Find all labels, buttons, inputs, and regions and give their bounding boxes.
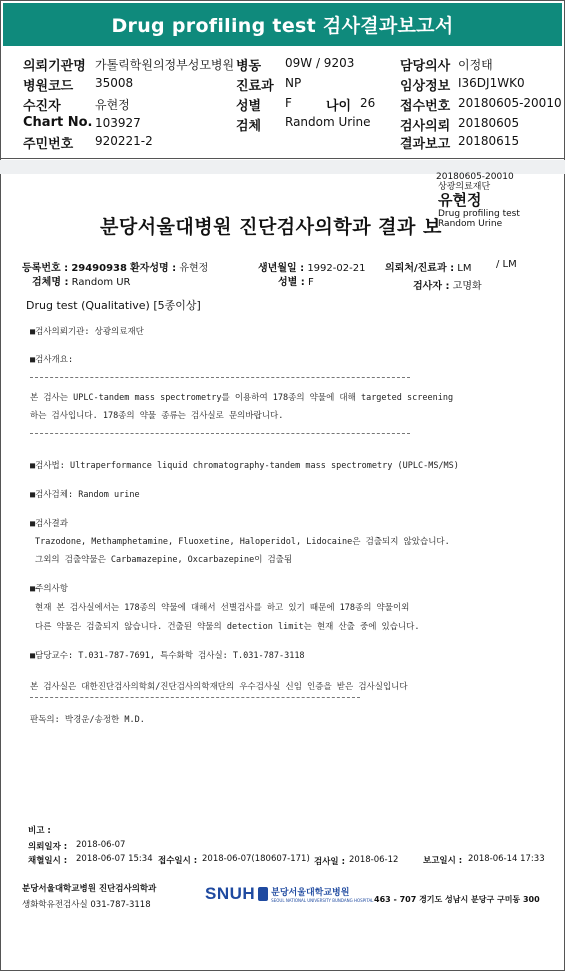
overview-divider-top <box>30 377 410 378</box>
value-reg-no: 29490938 <box>71 263 127 274</box>
caution-heading: ■주의사항 <box>30 584 68 594</box>
value-request-date: 2018-06-07 <box>76 840 126 850</box>
value-test-date: 2018-06-12 <box>349 855 399 865</box>
label-patient-name: 환자성명 : <box>130 263 177 274</box>
value-ward: 09W / 9203 <box>285 56 355 70</box>
value-patient: 유현정 <box>95 98 130 112</box>
label-test-request: 검사의뢰 <box>400 119 451 134</box>
header-divider <box>0 158 565 159</box>
label-sex: 성별 <box>236 99 262 114</box>
stamp-institution: 상광의료재단 <box>438 182 491 192</box>
value-sex: F <box>285 96 292 110</box>
label-patient: 수진자 <box>23 99 61 114</box>
value-doctor: 이정태 <box>458 58 493 72</box>
value-age: 26 <box>360 96 376 110</box>
label-receipt-no: 접수번호 <box>400 99 451 114</box>
value-receipt-no: 20180605-20010 <box>458 96 562 110</box>
snuh-logo <box>205 884 373 904</box>
label-chart-no: Chart No. <box>23 115 93 130</box>
label-department: 진료과 <box>236 79 274 94</box>
value-specimen: Random Urine <box>285 115 371 129</box>
result-line-1: Trazodone, Methamphetamine, Fluoxetine, Haloperidol, Lidocaine은 검출되지 않았습니다. <box>35 537 450 547</box>
value-collect-time: 2018-06-07 15:34 <box>76 854 153 864</box>
hospital-address: 463 - 707 경기도 성남시 분당구 구미동 300 <box>374 895 540 904</box>
method-line: ■검사법: Ultraperformance liquid chromatography-tandem mass spectrometry (UPLC-MS/MS) <box>30 461 459 471</box>
value-hospital-code: 35008 <box>95 76 134 90</box>
stamp-receipt-no: 20180605-20010 <box>436 172 514 182</box>
label-collect-time: 채혈일시 : <box>28 856 68 866</box>
value-dob: 1992-02-21 <box>307 263 366 274</box>
document-title: 분당서울대병원 진단검사의학과 결과 보 <box>100 216 442 238</box>
certification-divider <box>30 697 360 698</box>
stamp-patient-name: 유현정 <box>438 191 482 209</box>
logo-mark-icon <box>258 887 268 901</box>
value-clinical-info: I36DJ1WK0 <box>458 76 525 90</box>
overview-line-1: 본 검사는 UPLC-tandem mass spectrometry를 이용하여 178종의 약물에 대해 targeted screening <box>30 393 454 403</box>
value-requesting-dept-2: / LM <box>496 259 517 270</box>
label-reg-no: 등록번호 : <box>22 263 69 274</box>
overview-line-2: 하는 검사입니다. 178종의 약물 종류는 검사실로 문의바랍니다. <box>30 411 284 421</box>
label-result-report: 결과보고 <box>400 137 451 152</box>
value-test-request: 20180605 <box>458 116 520 130</box>
label-dob: 생년월일 : <box>258 263 305 274</box>
value-patient-name: 유현정 <box>179 263 209 274</box>
label-tester: 검사자 : <box>413 281 450 292</box>
logo-snuh-text: SNUH <box>205 884 256 903</box>
label-request-date: 의뢰일자 : <box>28 842 68 852</box>
value-specimen-name: Random UR <box>71 277 131 288</box>
stamp-specimen: Random Urine <box>438 219 503 229</box>
value-report-time: 2018-06-14 17:33 <box>468 854 545 864</box>
label-age: 나이 <box>326 99 352 114</box>
requesting-institution-line: ■검사의뢰기관: 상광의료재단 <box>30 327 144 337</box>
overview-heading: ■검사개요: <box>30 355 74 365</box>
caution-line-2: 다른 약물은 검출되지 않습니다. 건출된 약물의 detection limit는 현재 산출 중에 있습니다. <box>35 622 420 632</box>
report-header <box>0 48 565 156</box>
label-specimen-name: 검체명 : <box>32 277 69 288</box>
contact-line: ■담당교수: T.031-787-7691, 특수화학 검사실: T.031-787-3118 <box>30 651 305 661</box>
value-doc-sex: F <box>308 277 314 288</box>
label-specimen: 검체 <box>236 119 262 134</box>
overview-divider-bottom <box>30 433 410 434</box>
label-doctor: 담당의사 <box>400 59 451 74</box>
label-test-date: 검사일 : <box>314 857 345 867</box>
label-clinical-info: 임상정보 <box>400 79 451 94</box>
label-note: 비고 : <box>28 826 51 836</box>
reader-line: 판독의: 박경운/송정한 M.D. <box>30 715 145 725</box>
label-doc-sex: 성별 : <box>278 277 305 288</box>
specimen-line: ■검사검체: Random urine <box>30 490 140 500</box>
caution-line-1: 현재 본 검사실에서는 178종의 약물에 대해서 선별검사를 하고 있기 때문에 178종의 약물이외 <box>35 603 410 613</box>
label-ward: 병동 <box>236 59 262 74</box>
test-name: Drug test (Qualitative) [5종이상] <box>26 299 201 312</box>
logo-english-name: SEOUL NATIONAL UNIVERSITY BUNDANG HOSPITAL <box>271 898 374 903</box>
label-requesting-dept: 의뢰처/진료과 : <box>385 263 455 274</box>
label-receipt-time: 접수일시 : <box>158 856 198 866</box>
result-line-2: 그외의 검출약물은 Carbamazepine, Oxcarbazepine이 검출됨 <box>35 555 293 565</box>
certification-line: 본 검사실은 대한진단검사의학회/진단검사의학재단의 우수검사실 신임 인증을 받은 검사실입니다 <box>30 682 408 692</box>
stamp-test-name: Drug profiling test <box>438 209 520 219</box>
label-requesting-institution: 의뢰기관명 <box>23 59 86 74</box>
value-receipt-time: 2018-06-07(180607-171) <box>202 854 310 864</box>
result-heading: ■검사결과 <box>30 519 68 529</box>
value-chart-no: 103927 <box>95 116 141 130</box>
report-title: Drug profiling test 검사결과보고서 <box>3 3 562 46</box>
label-resident-no: 주민번호 <box>23 137 74 152</box>
logo-korean-name: 분당서울대학교병원 <box>271 888 350 898</box>
value-resident-no: 920221-2 <box>95 134 153 148</box>
label-hospital-code: 병원코드 <box>23 79 74 94</box>
label-report-time: 보고일시 : <box>423 856 463 866</box>
value-tester: 고명화 <box>452 281 482 292</box>
value-result-report: 20180615 <box>458 134 520 148</box>
value-requesting-institution: 가톨릭학원의정부성모병원 <box>95 58 235 72</box>
value-requesting-dept: LM <box>457 263 472 274</box>
dept-name: 분당서울대학교병원 진단검사의학과 <box>22 884 157 894</box>
value-department: NP <box>285 76 302 90</box>
dept-phone: 생화학유전검사실 031-787-3118 <box>22 900 151 910</box>
